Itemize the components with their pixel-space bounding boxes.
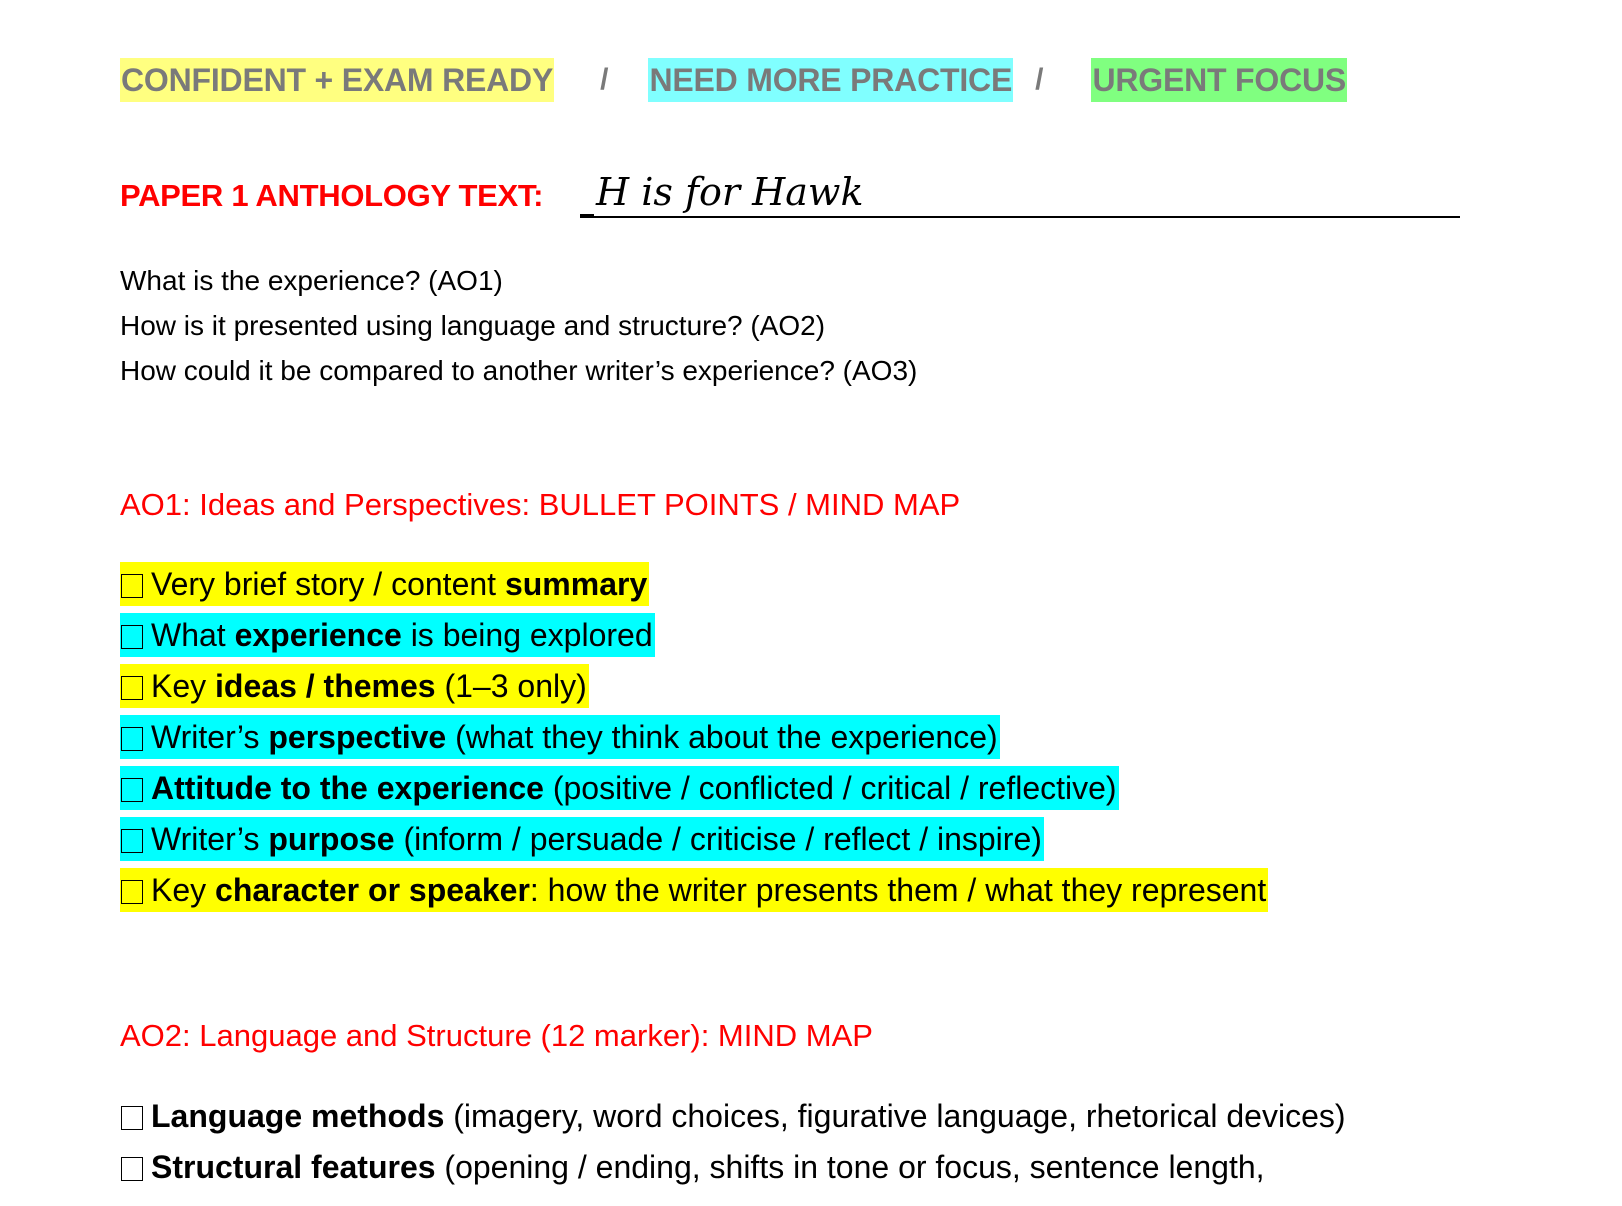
question-ao2: How is it presented using language and structure? (AO2) [120, 310, 826, 341]
item-text: Very brief story / content [151, 566, 505, 602]
item-text: Writer’s [151, 719, 269, 755]
ao1-checklist-item [120, 664, 1268, 715]
item-text: Key [151, 668, 216, 704]
item-text: (inform / persuade / criticise / reflect / inspire) [394, 821, 1042, 857]
item-keyword: perspective [268, 719, 447, 755]
item-keyword: Language methods [151, 1098, 445, 1134]
item-keyword: Structural features [151, 1149, 436, 1185]
checkbox[interactable] [121, 625, 143, 649]
legend-confident: CONFIDENT + EXAM READY [120, 58, 554, 102]
checkbox[interactable] [121, 778, 143, 802]
item-text: is being explored [401, 617, 653, 653]
checklist-item-highlight [120, 562, 649, 606]
item-text: (1–3 only) [435, 668, 587, 704]
item-text: : how the writer presents them / what they represent [529, 872, 1267, 908]
anthology-title-field[interactable] [580, 168, 1460, 218]
checklist-item-highlight [120, 664, 589, 708]
item-keyword: purpose [268, 821, 395, 857]
item-keyword: experience [234, 617, 402, 653]
rating-legend [120, 58, 1347, 102]
checkbox[interactable] [121, 727, 143, 751]
checklist-item-highlight [120, 1094, 1348, 1138]
item-text: Key [151, 872, 216, 908]
legend-urgent: URGENT FOCUS [1091, 58, 1347, 102]
item-keyword: ideas / themes [215, 668, 436, 704]
ao2-heading: AO2: Language and Structure (12 marker): MIND MAP [120, 1018, 873, 1053]
item-text: What [151, 617, 235, 653]
checkbox[interactable] [121, 880, 143, 904]
ao1-checklist [120, 562, 1268, 919]
checklist-item-highlight [120, 766, 1119, 810]
question-ao1: What is the experience? (AO1) [120, 265, 503, 296]
legend-practice: NEED MORE PRACTICE [648, 58, 1013, 102]
ao2-checklist [120, 1094, 1348, 1196]
ao1-checklist-item [120, 817, 1268, 868]
ao1-checklist-item [120, 868, 1268, 919]
checklist-item-highlight [120, 868, 1268, 912]
checkbox[interactable] [121, 1106, 143, 1130]
item-text: Writer’s [151, 821, 269, 857]
anthology-title-label: PAPER 1 ANTHOLOGY TEXT: [120, 178, 544, 213]
guiding-questions [120, 258, 917, 393]
anthology-title-line [120, 168, 1460, 222]
checklist-item-highlight [120, 1145, 1267, 1189]
ao1-checklist-item [120, 766, 1268, 817]
ao2-checklist-item [120, 1094, 1348, 1145]
ao1-checklist-item [120, 715, 1268, 766]
ao2-checklist-item [120, 1145, 1348, 1196]
item-text: (positive / conflicted / critical / reflective) [543, 770, 1117, 806]
checkbox[interactable] [121, 676, 143, 700]
item-keyword: summary [504, 566, 648, 602]
item-keyword: Attitude to the experience [151, 770, 544, 806]
ao1-checklist-item [120, 562, 1268, 613]
question-ao3: How could it be compared to another writer’s experience? (AO3) [120, 355, 918, 386]
checklist-item-highlight [120, 613, 655, 657]
anthology-title-value: H is for Hawk [596, 170, 864, 214]
ao1-heading: AO1: Ideas and Perspectives: BULLET POINTS / MIND MAP [120, 487, 961, 522]
item-text: (opening / ending, shifts in tone or focus, sentence length, [435, 1149, 1265, 1185]
legend-separator: / [1035, 63, 1044, 96]
item-keyword: character or speaker [215, 872, 530, 908]
checklist-item-highlight [120, 817, 1044, 861]
ao1-checklist-item [120, 613, 1268, 664]
item-text: (imagery, word choices, figurative language, rhetorical devices) [444, 1098, 1346, 1134]
legend-separator: / [600, 63, 609, 96]
checkbox[interactable] [121, 1157, 143, 1181]
item-text: (what they think about the experience) [446, 719, 998, 755]
checkbox[interactable] [121, 829, 143, 853]
title-underscore [580, 214, 594, 216]
checkbox[interactable] [121, 574, 143, 598]
checklist-item-highlight [120, 715, 1000, 759]
